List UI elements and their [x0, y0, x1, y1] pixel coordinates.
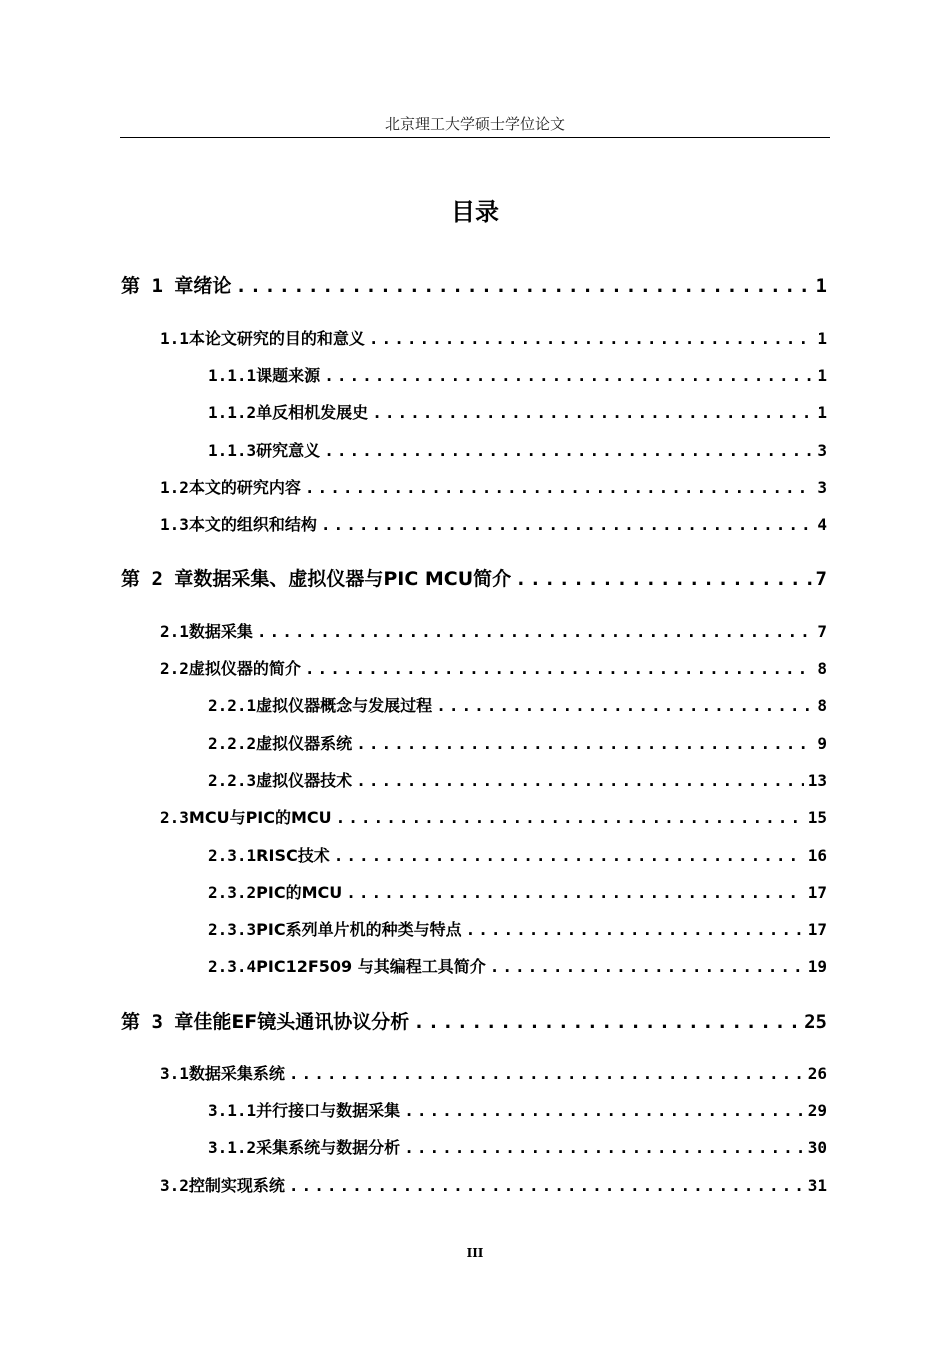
- toc-entry-number: 2.3.3: [208, 920, 257, 939]
- toc-entry-page: 19: [807, 957, 827, 976]
- toc-entry[interactable]: [208, 917, 827, 940]
- toc-entry-number: 2.1: [160, 622, 189, 641]
- toc-entry-number: 1.1: [160, 329, 189, 348]
- toc-entry-title: 并行接口与数据采集: [256, 1101, 401, 1120]
- toc-entry-title: PIC12F509 与其编程工具简介: [256, 957, 486, 976]
- toc-entry-number: 3.1: [160, 1064, 189, 1083]
- running-header: 北京理工大学硕士学位论文: [384, 115, 565, 133]
- page-number: III: [466, 1246, 484, 1260]
- toc-entry-number: 3.1.1: [208, 1101, 257, 1120]
- toc-entry-number: 2.2.1: [208, 696, 257, 715]
- dot-leader: [356, 771, 804, 790]
- toc-entry-page: 17: [807, 920, 827, 939]
- toc-entry-page: 3: [817, 478, 827, 497]
- dot-leader: [466, 920, 804, 939]
- toc-entry[interactable]: [208, 400, 827, 423]
- toc-entry[interactable]: [208, 731, 827, 754]
- toc-entry[interactable]: [208, 768, 827, 791]
- toc-entry-title: MCU与PIC的MCU: [188, 808, 332, 827]
- toc-entry-page: 4: [817, 515, 827, 534]
- toc-entry-title: 虚拟仪器技术: [256, 771, 353, 790]
- toc-entry-page: 7: [815, 568, 827, 590]
- toc-entry[interactable]: [160, 326, 827, 349]
- toc-entry-title: 虚拟仪器的简介: [188, 659, 301, 678]
- toc-entry-title: 本论文研究的目的和意义: [188, 329, 365, 348]
- toc-entry-page: 1: [817, 366, 827, 385]
- toc-entry-title: 佳能EF镜头通讯协议分析: [193, 1011, 410, 1033]
- toc-entry-page: 30: [807, 1138, 827, 1157]
- toc-entry-page: 9: [817, 734, 827, 753]
- dot-leader: [515, 568, 811, 590]
- toc-entry-number: 1.3: [160, 515, 189, 534]
- toc-entry[interactable]: [208, 954, 827, 977]
- dot-leader: [289, 1064, 804, 1083]
- toc-entry[interactable]: [160, 1061, 827, 1084]
- toc-entry-page: 7: [817, 622, 827, 641]
- page-title: 目录: [451, 198, 499, 226]
- toc-entry-number: 2.3.1: [208, 846, 257, 865]
- dot-leader: [356, 734, 813, 753]
- toc-entry[interactable]: [160, 475, 827, 498]
- toc-entry-page: 15: [807, 808, 827, 827]
- dot-leader: [324, 366, 813, 385]
- dot-leader: [305, 478, 813, 497]
- toc-entry-number: 2.2.3: [208, 771, 257, 790]
- toc-entry[interactable]: [160, 619, 827, 642]
- toc-entry-number: 2.2.2: [208, 734, 257, 753]
- dot-leader: [372, 403, 813, 422]
- toc-entry-number: 第 3 章: [121, 1011, 194, 1033]
- dot-leader: [235, 275, 811, 297]
- toc-entry-page: 16: [807, 846, 827, 865]
- toc-entry-title: RISC技术: [256, 846, 330, 865]
- toc-entry-title: 数据采集: [188, 622, 253, 641]
- dot-leader: [404, 1101, 804, 1120]
- toc-entry-title: 虚拟仪器系统: [256, 734, 353, 753]
- toc-entry-number: 2.2: [160, 659, 189, 678]
- toc-entry[interactable]: [160, 1173, 827, 1196]
- toc-entry-number: 1.1.1: [208, 366, 257, 385]
- toc-entry[interactable]: [121, 271, 827, 298]
- dot-leader: [257, 622, 813, 641]
- toc-entry-number: 1.1.3: [208, 441, 257, 460]
- toc-entry[interactable]: [208, 880, 827, 903]
- toc-entry-page: 13: [807, 771, 827, 790]
- toc-entry-page: 17: [807, 883, 827, 902]
- dot-leader: [334, 846, 804, 865]
- dot-leader: [436, 696, 813, 715]
- dot-leader: [324, 441, 813, 460]
- toc-entry-title: 课题来源: [256, 366, 321, 385]
- toc-entry-number: 1.2: [160, 478, 189, 497]
- toc-entry-page: 1: [817, 403, 827, 422]
- dot-leader: [346, 883, 803, 902]
- toc-entry-page: 31: [807, 1176, 827, 1195]
- dot-leader: [321, 515, 813, 534]
- toc-entry-title: 单反相机发展史: [256, 403, 369, 422]
- toc-entry-title: 研究意义: [256, 441, 321, 460]
- toc-entry-number: 3.1.2: [208, 1138, 257, 1157]
- dot-leader: [305, 659, 813, 678]
- toc-entry[interactable]: [160, 656, 827, 679]
- toc-entry-title: 绪论: [193, 275, 232, 297]
- toc-entry[interactable]: [121, 564, 827, 591]
- toc-entry-number: 3.2: [160, 1176, 189, 1195]
- toc-entry-number: 2.3: [160, 808, 189, 827]
- toc-entry-number: 1.1.2: [208, 403, 257, 422]
- toc-entry-title: 采集系统与数据分析: [256, 1138, 401, 1157]
- toc-entry-title: PIC系列单片机的种类与特点: [256, 920, 462, 939]
- toc-entry[interactable]: [208, 693, 827, 716]
- dot-leader: [413, 1011, 800, 1033]
- dot-leader: [404, 1138, 804, 1157]
- dot-leader: [336, 808, 804, 827]
- toc-entry-title: 数据采集系统: [188, 1064, 285, 1083]
- toc-entry-title: 本文的研究内容: [188, 478, 301, 497]
- dot-leader: [490, 957, 804, 976]
- toc-entry-title: 控制实现系统: [188, 1176, 285, 1195]
- toc-entry-number: 第 1 章: [121, 275, 194, 297]
- toc-entry-title: 数据采集、虚拟仪器与PIC MCU简介: [193, 568, 512, 590]
- toc-entry-page: 29: [807, 1101, 827, 1120]
- toc-entry-page: 1: [817, 329, 827, 348]
- toc-entry[interactable]: [208, 1098, 827, 1121]
- toc-entry-page: 8: [817, 696, 827, 715]
- dot-leader: [369, 329, 813, 348]
- toc-entry-number: 2.3.2: [208, 883, 257, 902]
- toc-entry[interactable]: [160, 805, 827, 828]
- toc-entry-page: 1: [815, 275, 827, 297]
- toc-entry-page: 3: [817, 441, 827, 460]
- toc-entry[interactable]: [208, 438, 827, 461]
- toc-entry-number: 2.3.4: [208, 957, 257, 976]
- toc-entry[interactable]: [121, 1007, 827, 1034]
- toc-entry-title: 虚拟仪器概念与发展过程: [256, 696, 433, 715]
- toc-entry-title: 本文的组织和结构: [188, 515, 317, 534]
- toc-entry[interactable]: [160, 512, 827, 535]
- toc-entry-page: 8: [817, 659, 827, 678]
- toc-entry[interactable]: [208, 1135, 827, 1158]
- toc-entry-title: PIC的MCU: [256, 883, 343, 902]
- toc-entry[interactable]: [208, 843, 827, 866]
- toc-entry[interactable]: [208, 363, 827, 386]
- toc-entry-page: 26: [807, 1064, 827, 1083]
- toc-entry-page: 25: [804, 1011, 827, 1033]
- dot-leader: [289, 1176, 804, 1195]
- toc-entry-number: 第 2 章: [121, 568, 194, 590]
